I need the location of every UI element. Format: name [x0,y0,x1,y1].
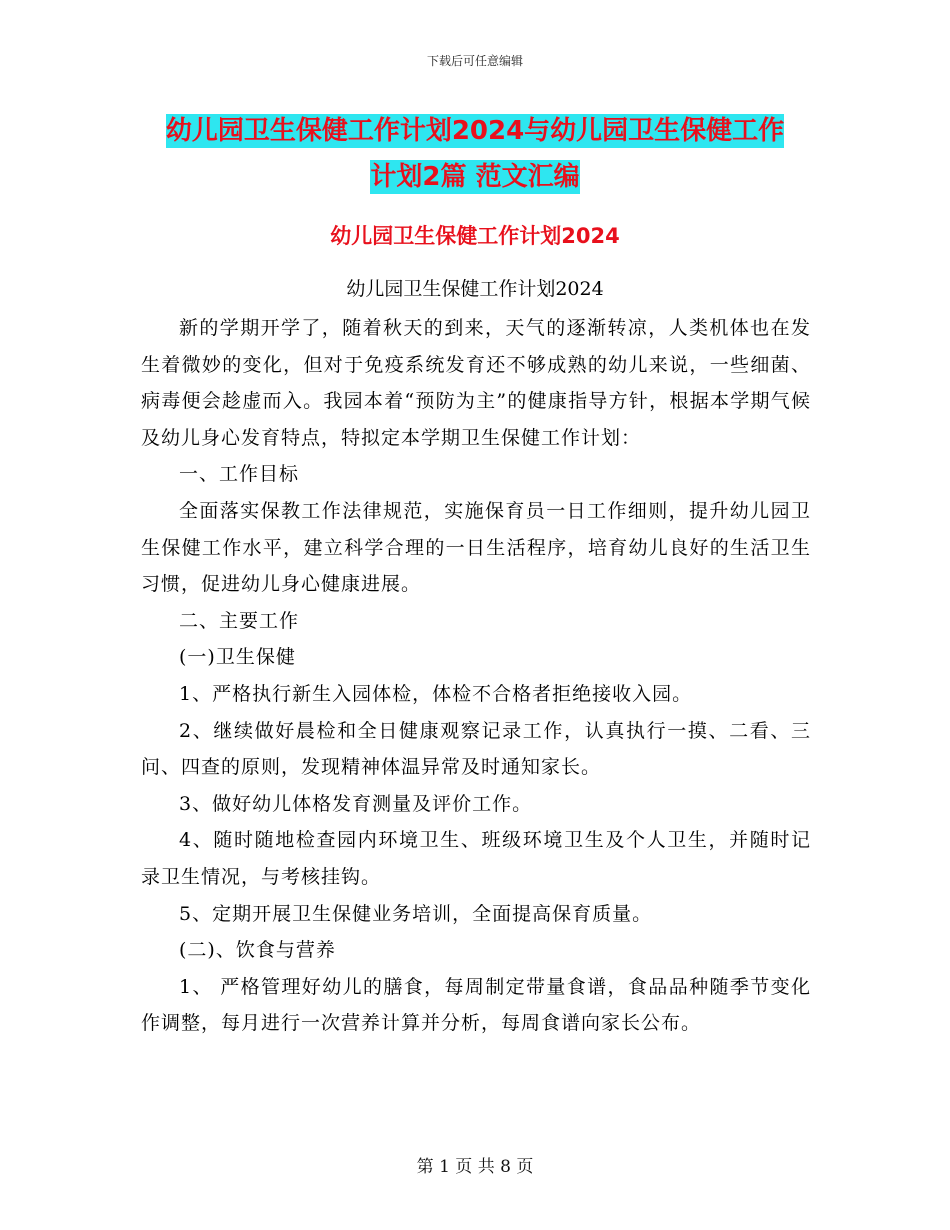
list-item: 3、做好幼儿体格发育测量及评价工作。 [179,792,533,815]
paragraph-work-goals: 全面落实保教工作法律规范，实施保育员一日工作细则，提升幼儿园卫生保健工作水平，建立科学合理的一日生活程序，培育幼儿良好的生活卫生习惯，促进幼儿身心健康进展。 [141,499,811,596]
header-note: 下载后可任意编辑 [426,54,523,68]
list-item: 5、定期开展卫生保健业务培训，全面提高保育质量。 [179,902,653,925]
list-item: 1、 严格管理好幼儿的膳食，每周制定带量食谱，食品品种随季节变化作调整，每月进行一次营养计算并分析，每周食谱向家长公布。 [141,975,811,1035]
heading-main-work: 二、主要工作 [179,609,300,632]
page-footer: 第 1 页 共 8 页 [416,1157,534,1177]
heading-health-care: (一)卫生保健 [179,646,296,669]
list-item: 2、继续做好晨检和全日健康观察记录工作，认真执行一摸、二看、三问、四查的原则，发现精神体温异常及时通知家长。 [141,719,811,779]
list-item: 4、随时随地检查园内环境卫生、班级环境卫生及个人卫生，并随时记录卫生情况，与考核挂钩。 [141,829,811,888]
section-title: 幼儿园卫生保健工作计划2024 [330,224,620,248]
section-subtitle: 幼儿园卫生保健工作计划2024 [346,278,604,300]
document-title-line-1: 幼儿园卫生保健工作计划2024与幼儿园卫生保健工作 [165,116,785,146]
paragraph-intro: 新的学期开学了，随着秋天的到来，天气的逐渐转凉，人类机体也在发生着微妙的变化，但对于免疫系统发育还不够成熟的幼儿来说，一些细菌、病毒便会趁虚而入。我园本着“预防为主”的健康指导方针，根据本学期气候及幼儿身心发育特点，特拟定本学期卫生保健工作计划： [141,317,811,449]
heading-work-goals: 一、工作目标 [179,463,300,486]
heading-diet-nutrition: (二)、饮食与营养 [179,939,336,962]
document-title [0,108,950,200]
document-title-line-2: 计划2篇 范文汇编 [370,162,580,192]
document-body [141,310,811,1042]
list-item: 1、严格执行新生入园体检，体检不合格者拒绝接收入园。 [179,682,693,705]
